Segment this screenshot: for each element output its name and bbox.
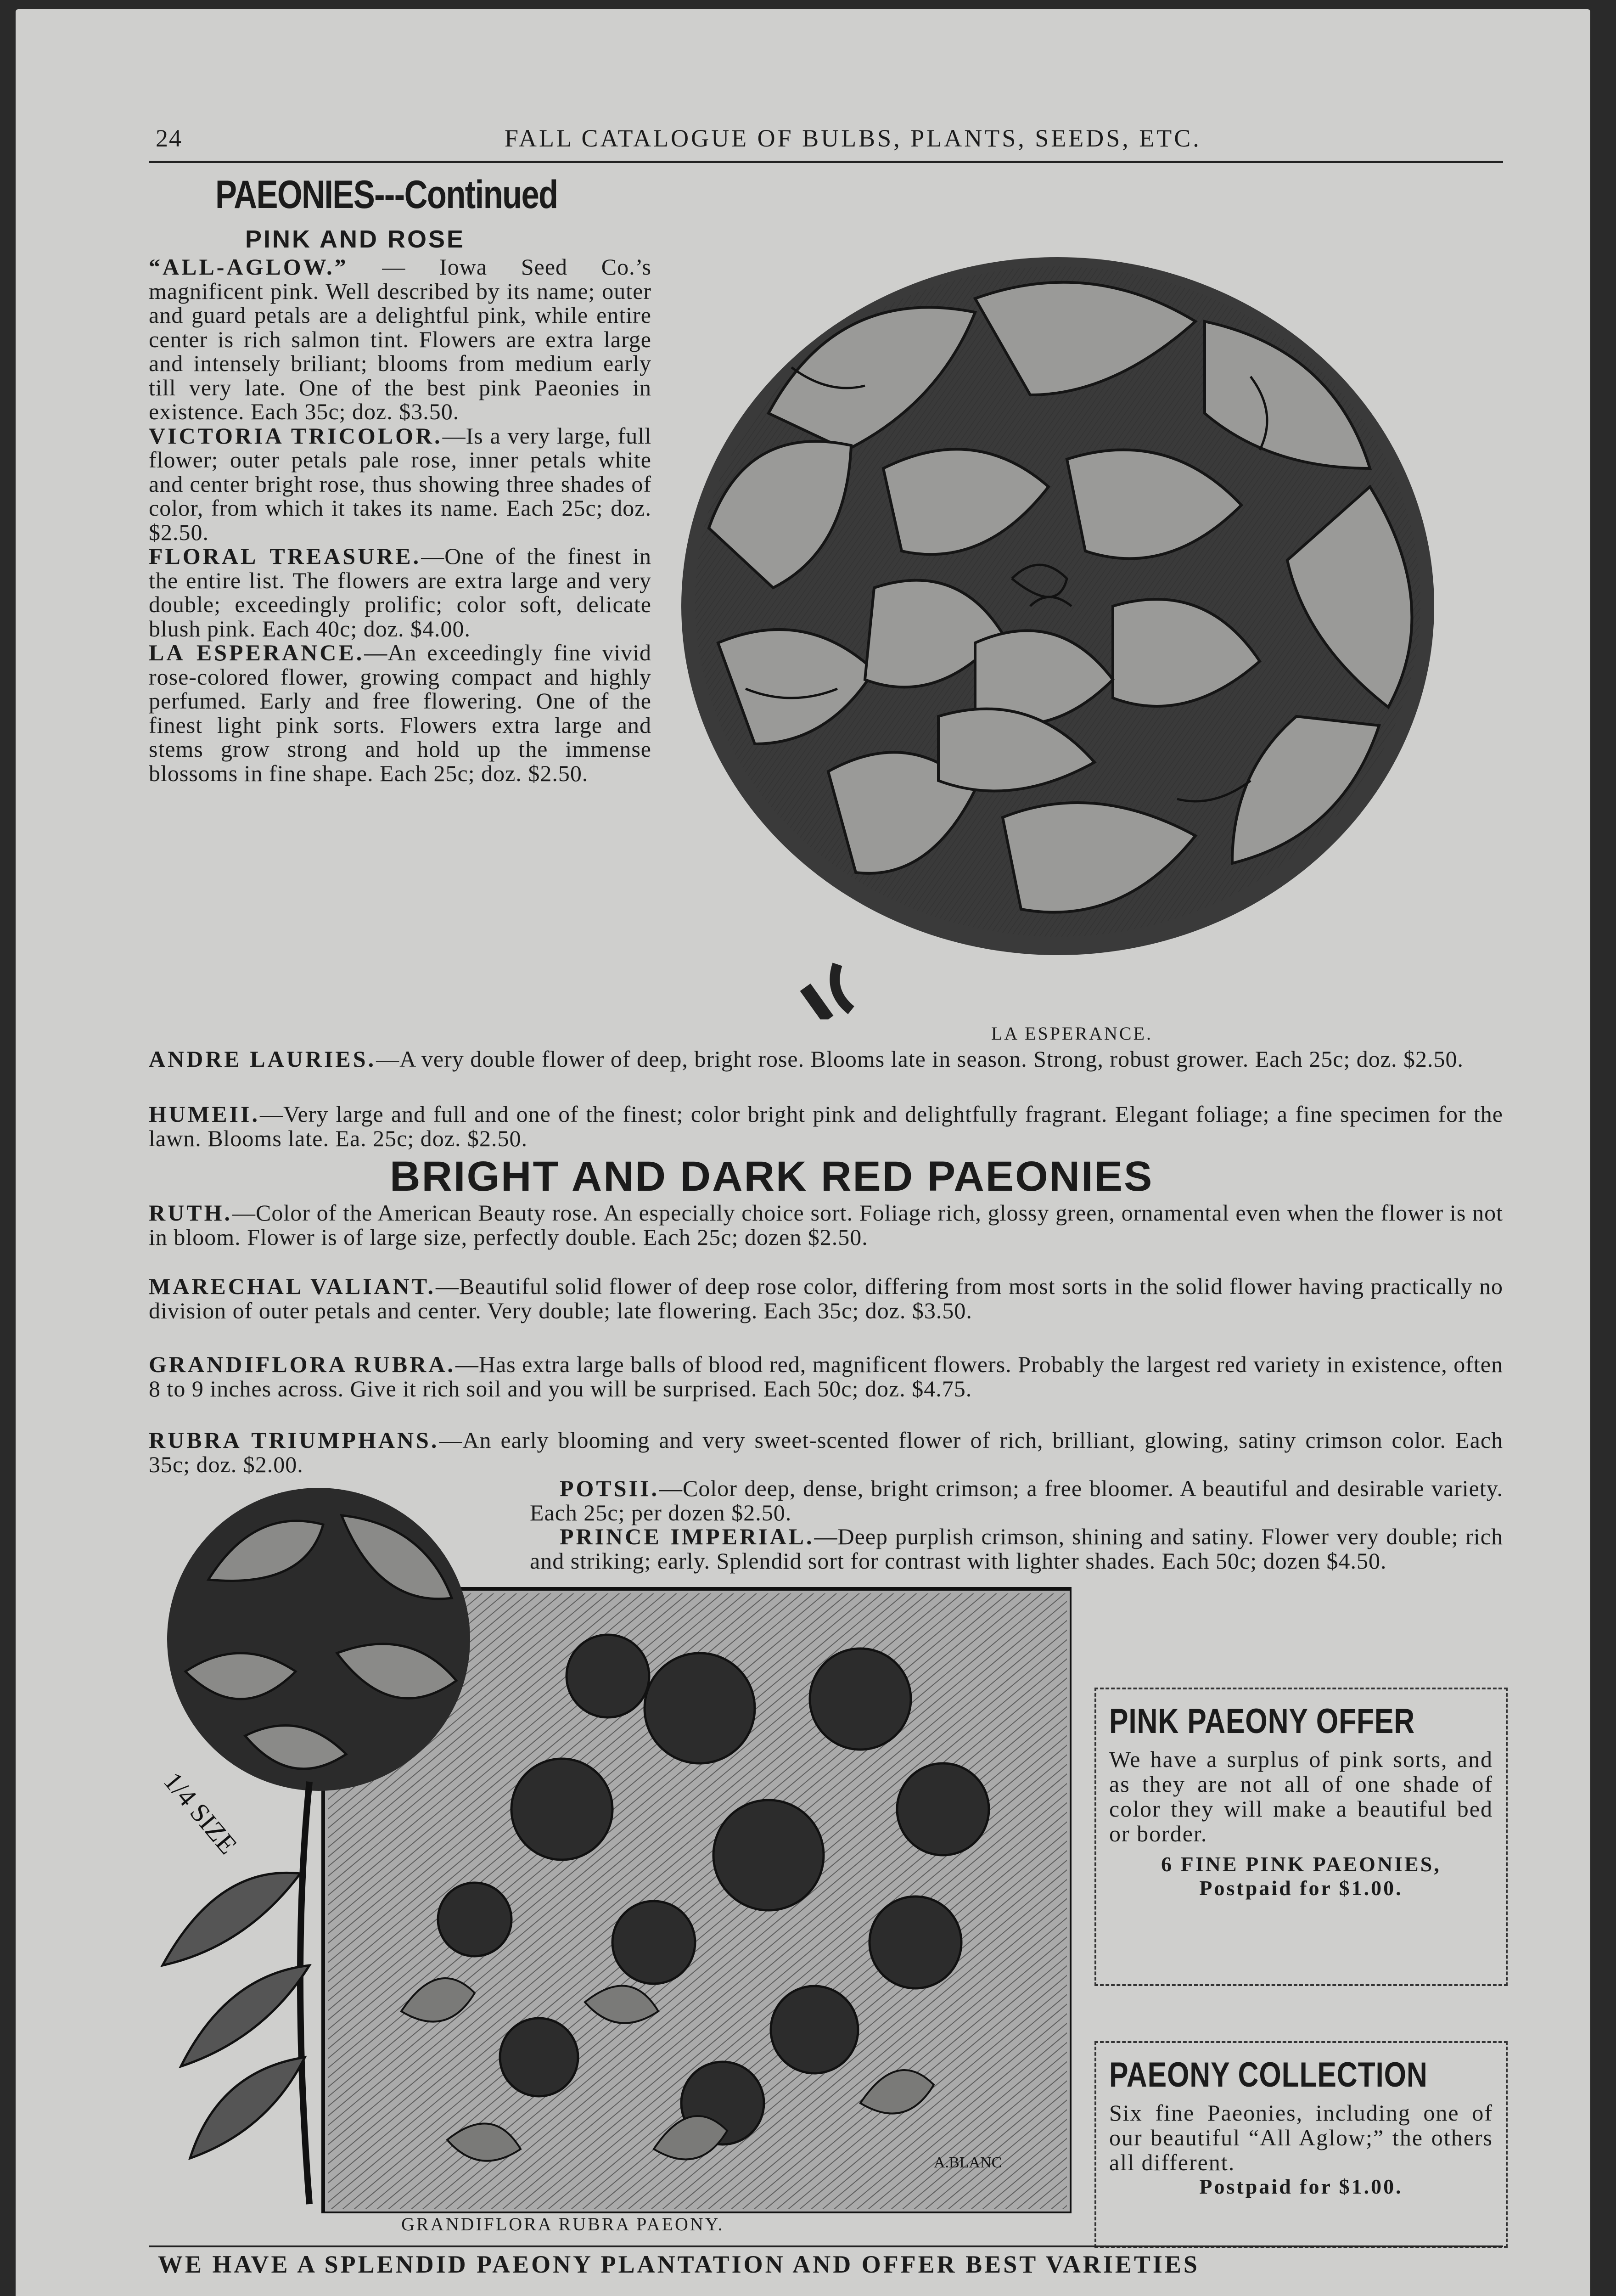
entry-grandiflora-rubra	[149, 1352, 1503, 1401]
entry-la-esperance	[149, 641, 651, 785]
pink-paeony-offer-box	[1094, 1688, 1508, 1986]
entry-name: LA ESPERANCE.	[149, 640, 365, 665]
entry-text: —One of the finest in the entire list. The flowers are extra large and very double; exceedingly prolific; color soft, delicate blush pink. Each 40c; doz. $4.00.	[149, 543, 651, 642]
red-paeonies-title: BRIGHT AND DARK RED PAEONIES	[390, 1153, 1154, 1200]
entry-andre-lauries	[149, 1047, 1503, 1071]
entry-name: POTSII.	[560, 1475, 660, 1501]
entry-marechal-valiant	[149, 1274, 1503, 1322]
running-title: FALL CATALOGUE OF BULBS, PLANTS, SEEDS, ETC.	[505, 124, 1201, 152]
entry-name: VICTORIA TRICOLOR.	[149, 422, 443, 449]
quarter-size-label: 1/4 SIZE	[158, 1766, 243, 1860]
entry-text: — Iowa Seed Co.’s magnificent pink. Well described by its name; outer and guard petals are a delightful pink, while entire center is rich salmon tint. Flowers are extra large and intensely briliant; blooms from medium early till very late. One of the best pink Paeonies in existence. Each 35c; doz. $3.50.	[149, 254, 651, 424]
entry-text: —A very double flower of deep, bright rose. Blooms late in season. Strong, robust grower. Each 25c; doz. $2.50.	[376, 1046, 1464, 1072]
la-esperance-illustration	[654, 230, 1517, 1019]
page-header	[128, 124, 1505, 161]
section-subtitle: PINK AND ROSE	[245, 225, 466, 253]
collection-price: Postpaid for $1.00.	[1199, 2175, 1403, 2198]
collection-text: Six fine Paeonies, including one of our beautiful “All Aglow;” the others all different.	[1109, 2100, 1493, 2175]
grandiflora-caption: GRANDIFLORA RUBRA PAEONY.	[401, 2214, 724, 2234]
collection-title: PAEONY COLLECTION	[1109, 2055, 1428, 2094]
section-title: PAEONIES---Continued	[215, 173, 558, 217]
entry-ruth	[149, 1201, 1503, 1249]
entry-name: RUTH.	[149, 1200, 232, 1226]
artist-signature: A.BLANC	[934, 2154, 1002, 2171]
entry-name: FLORAL TREASURE.	[149, 543, 421, 569]
entry-name: RUBRA TRIUMPHANS.	[149, 1427, 439, 1453]
entry-text: —An early blooming and very sweet-scented flower of rich, brilliant, glowing, satiny crimson color. Each 35c; doz. $2.00.	[149, 1427, 1504, 1477]
paeony-collection-box	[1094, 2041, 1508, 2248]
offer-title: PINK PAEONY OFFER	[1109, 1702, 1415, 1741]
entry-humeii	[149, 1102, 1503, 1150]
entry-text: —Deep purplish crimson, shining and satiny. Flower very double; rich and striking; early. Splendid sort for contrast with lighter shades. Each 50c; dozen $4.50.	[530, 1524, 1503, 1574]
entry-text: —Is a very large, full flower; outer petals pale rose, inner petals white and center bright rose, thus showing three shades of color, from which it takes its name. Each 25c; doz. $2.50.	[149, 422, 652, 545]
offer-line: 6 FINE PINK PAEONIES,	[1161, 1852, 1441, 1876]
entry-name: “ALL-AGLOW.”	[149, 254, 348, 280]
entry-floral-treasure	[149, 544, 651, 641]
entry-name: HUMEII.	[149, 1101, 260, 1127]
header-rule	[149, 161, 1503, 163]
entry-text: —Has extra large balls of blood red, magnificent flowers. Probably the largest red variety in existence, often 8 to 9 inches across. Give it rich soil and you will be surprised. Each 50c; doz. $4.75.	[149, 1351, 1503, 1401]
entry-name: ANDRE LAURIES.	[149, 1046, 376, 1072]
entry-text: —Color deep, dense, bright crimson; a free bloomer. A beautiful and desirable variety. Each 25c; per dozen $2.50.	[530, 1475, 1503, 1525]
entry-text: —Very large and full and one of the finest; color bright pink and delightfully fragrant. Elegant foliage; a fine specimen for the lawn. Blooms late. Ea. 25c; doz. $2.50.	[149, 1101, 1503, 1151]
entry-victoria-tricolor	[149, 424, 651, 545]
catalogue-page	[16, 9, 1590, 2296]
entry-name: MARECHAL VALIANT.	[149, 1273, 436, 1299]
footer-banner: WE HAVE A SPLENDID PAEONY PLANTATION AND OFFER BEST VARIETIES	[158, 2251, 1200, 2278]
entry-text: —An exceedingly fine vivid rose-colored flower, growing compact and highly perfumed. Early and free flowering. One of the finest light pink sorts. Flowers extra large and stems grow strong and hold up the immense blossoms in fine shape. Each 25c; doz. $2.50.	[149, 640, 651, 786]
la-esperance-caption: LA ESPERANCE.	[991, 1023, 1153, 1044]
entry-name: PRINCE IMPERIAL.	[560, 1524, 814, 1549]
entry-all-aglow	[149, 255, 651, 424]
offer-text: We have a surplus of pink sorts, and as they are not all of one shade of color they will make a beautiful bed or border.	[1109, 1746, 1493, 1846]
pink-column	[149, 255, 651, 785]
grandiflora-rubra-illustration	[126, 1460, 1072, 2213]
entry-text: —Beautiful solid flower of deep rose color, differing from most sorts in the solid flower having practically no division of outer petals and center. Very double; late flowering. Each 35c; doz. $3.50.	[149, 1273, 1503, 1323]
entry-name: GRANDIFLORA RUBRA.	[149, 1351, 455, 1377]
entry-text: —Color of the American Beauty rose. An especially choice sort. Foliage rich, glossy green, ornamental even when the flower is not in bloom. Flower is of large size, perfectly double. Each 25c; dozen $2.50.	[149, 1200, 1503, 1250]
footer-rule	[149, 2245, 1503, 2247]
page-number: 24	[156, 124, 182, 152]
offer-price: Postpaid for $1.00.	[1199, 1876, 1403, 1900]
